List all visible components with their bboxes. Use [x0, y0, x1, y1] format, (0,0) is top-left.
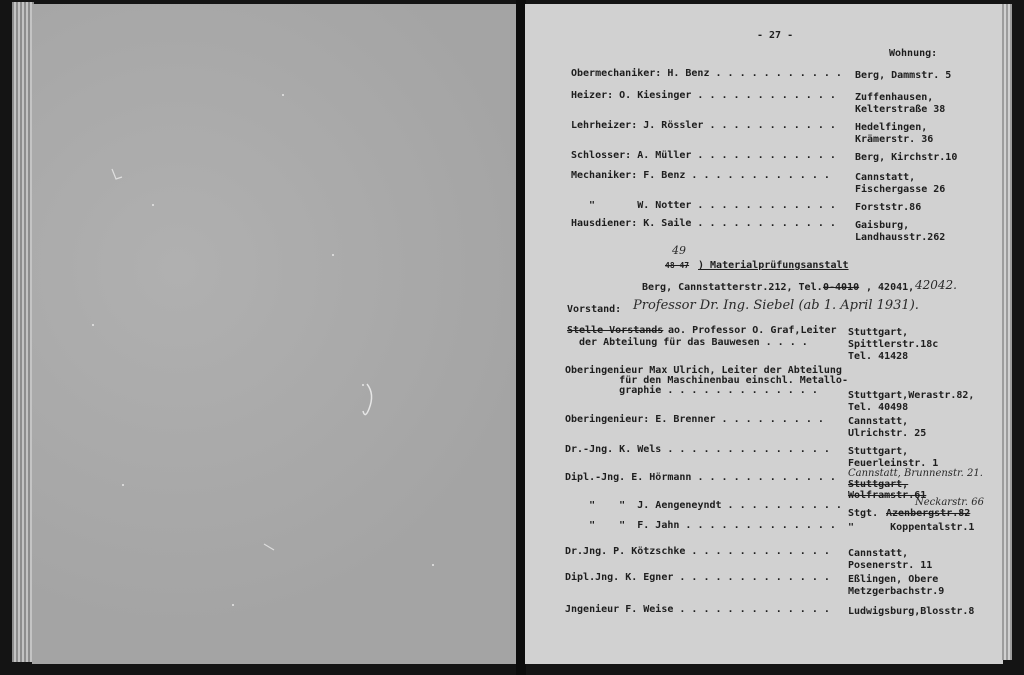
hoermann-struck-1: Stuttgart, [848, 479, 909, 490]
entry-left: Schlosser: A. Müller . . . . . . . . . . . . [571, 150, 836, 161]
page-number: - 27 - [757, 30, 794, 41]
ulrich-addr-2: Tel. 40498 [848, 402, 909, 413]
entry-address: Forststr.86 [855, 202, 922, 213]
entry-left: " W. Notter . . . . . . . . . . . . [571, 200, 836, 211]
entry-address: Ulrichstr. 25 [848, 428, 927, 439]
entry-address: Landhausstr.262 [855, 232, 946, 243]
stelle-line-2: der Abteilung für das Bauwesen . . . . [579, 337, 808, 348]
ulrich-addr-1: Stuttgart,Werastr.82, [848, 390, 975, 401]
entry-address: Feuerleinstr. 1 [848, 458, 939, 469]
stelle-line-1: ao. Professor O. Graf,Leiter [668, 325, 837, 336]
entry-address: Krämerstr. 36 [855, 134, 934, 145]
page-edges-right [1002, 4, 1012, 660]
entry-left: Obermechaniker: H. Benz . . . . . . . . . . . [571, 68, 842, 79]
section-number-struck: 48 47 [665, 261, 690, 270]
address-line: Berg, Cannstatterstr.212, Tel. [642, 282, 823, 293]
entry-address: Kelterstraße 38 [855, 104, 946, 115]
entry-left: Hausdiener: K. Saile . . . . . . . . . . . . [571, 218, 836, 229]
entry-left: Dipl.Jng. K. Egner . . . . . . . . . . . . . [565, 572, 830, 583]
entry-address: Zuffenhausen, [855, 92, 934, 103]
aengeneyndt-prefix: Stgt. [848, 508, 879, 519]
aengeneyndt-struck: Azenbergstr.82 [886, 508, 971, 519]
entry-left: Oberingenieur: E. Brenner . . . . . . . . . [565, 414, 824, 425]
entry-left: Dipl.-Jng. E. Hörmann . . . . . . . . . . . . [565, 472, 836, 483]
tel-new: , 42041, [866, 282, 915, 293]
entry-left: Dr.-Jng. K. Wels . . . . . . . . . . . . . . [565, 444, 830, 455]
entry-address: Berg, Kirchstr.10 [855, 152, 958, 163]
vorstand-label: Vorstand: [567, 304, 622, 315]
pencil-marks [32, 4, 518, 664]
tel-struck: 0-4010 [823, 282, 860, 293]
entry-address: Cannstatt, [848, 548, 909, 559]
hoermann-struck-2: Wolframstr.61 [848, 490, 927, 501]
stelle-addr-3: Tel. 41428 [848, 351, 909, 362]
entry-address: Cannstatt, [848, 416, 909, 427]
left-page-blank [32, 4, 518, 664]
entry-left: Dr.Jng. P. Kötzschke . . . . . . . . . . . . [565, 546, 830, 557]
ulrich-line-3: graphie . . . . . . . . . . . . . [565, 385, 818, 396]
entry-address: Stuttgart, [848, 446, 909, 457]
ulrich-line-2: für den Maschinenbau einschl. Metallo- [565, 375, 848, 386]
entry-left: " " F. Jahn . . . . . . . . . . . . . [565, 520, 836, 531]
entry-address: Fischergasse 26 [855, 184, 946, 195]
wohnung-header: Wohnung: [889, 48, 938, 59]
right-page [525, 4, 1003, 664]
section-number-handwritten: 49 [672, 244, 686, 257]
stelle-addr-2: Spittlerstr.18c [848, 339, 939, 350]
entry-left: Lehrheizer: J. Rössler . . . . . . . . . . . [571, 120, 836, 131]
entry-address: Metzgerbachstr.9 [848, 586, 945, 597]
entry-address: Eßlingen, Obere [848, 574, 939, 585]
stelle-struck: Stelle Vorstands [567, 325, 664, 336]
entry-address: Ludwigsburg,Blosstr.8 [848, 606, 975, 617]
ulrich-line-1: Oberingenieur Max Ulrich, Leiter der Abteilung [565, 365, 842, 376]
aengeneyndt-handwritten: Neckarstr. 66 [915, 497, 984, 508]
entry-address: " Koppentalstr.1 [848, 522, 975, 533]
entry-left: " " J. Aengeneyndt . . . . . . . . . . [565, 500, 842, 511]
section-title: ) Materialprüfungsanstalt [698, 260, 849, 271]
entry-address: Posenerstr. 11 [848, 560, 933, 571]
page-edges-left [12, 2, 34, 662]
entry-address: Hedelfingen, [855, 122, 928, 133]
entry-left: Jngenieur F. Weise . . . . . . . . . . . . . [565, 604, 830, 615]
vorstand-handwritten: Professor Dr. Ing. Siebel (ab 1. April 1931). [633, 298, 919, 313]
tel-handwritten: 42042. [915, 278, 957, 292]
entry-left: Mechaniker: F. Benz . . . . . . . . . . . . [571, 170, 830, 181]
hoermann-handwritten: Cannstatt, Brunnenstr. 21. [848, 468, 983, 479]
entry-address: Cannstatt, [855, 172, 916, 183]
entry-left: Heizer: O. Kiesinger . . . . . . . . . . . . [571, 90, 836, 101]
entry-address: Gaisburg, [855, 220, 910, 231]
entry-address: Berg, Dammstr. 5 [855, 70, 952, 81]
stelle-addr-1: Stuttgart, [848, 327, 909, 338]
